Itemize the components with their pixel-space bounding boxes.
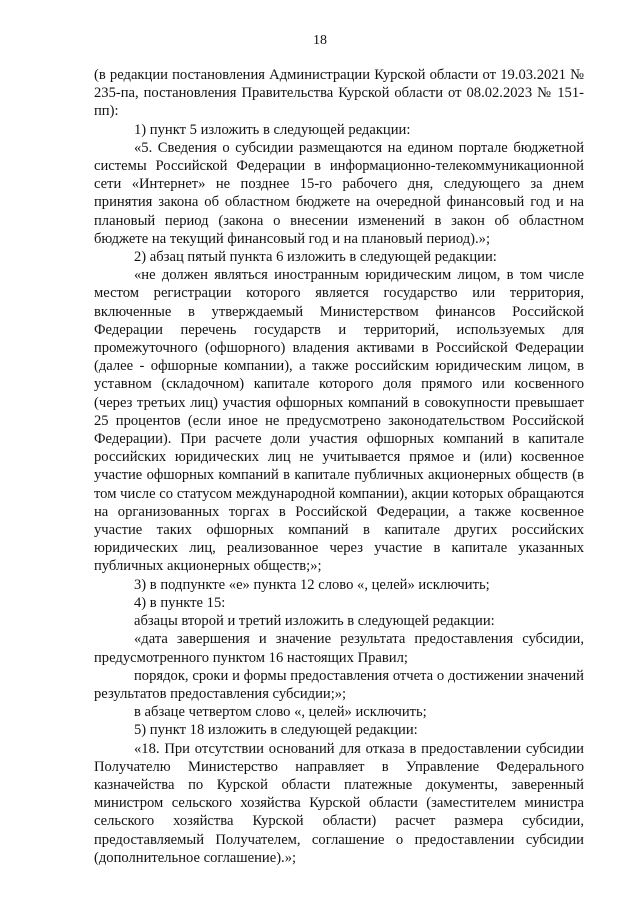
paragraph: «18. При отсутствии оснований для отказа в предоставлении субсидии Получателю Министерство направляет в Управление Федерального казначейства по Курской области платежные документы, заверенный министром сельского хозяйства Курской области (заместителем министра сельского хозяйства Курской области) расчет размера субсидии, предоставляемый Получателем, соглашение о предоставлении субсидии (дополнительное соглашение).»; (94, 740, 584, 866)
paragraph: «не должен являться иностранным юридическим лицом, в том числе местом регистрации которого является государство или территория, включенные в утверждаемый Министерством финансов Российской Федерации перечень государств и территорий, используемых для промежуточного (офшорного) владения активами в Российской Федерации (далее - офшорные компании), а также российским юридическим лицом, в уставном (складочном) капитале которого доля прямого или косвенного (через третьих лиц) участия офшорных компаний в совокупности превышает 25 процентов (если иное не предусмотрено законодательством Российской Федерации). При расчете доли участия офшорных компаний в капитале российских юридических лиц не учитывается прямое и (или) косвенное участие офшорных компаний в капитале публичных акционерных обществ (в том числе со статусом международной компании), акции которых обращаются на организованных торгах в Российской Федерации, а также косвенное участие таких офшорных компаний в капитале других российских юридических лиц, реализованное через участие в капитале указанных публичных акционерных обществ;»; (94, 267, 584, 575)
paragraph: (в редакции постановления Администрации Курской области от 19.03.2021 № 235-па, постановления Правительства Курской области от 08.02.2023 № 151-пп): (94, 67, 584, 120)
document-body (94, 66, 584, 867)
paragraph: 3) в подпункте «е» пункта 12 слово «, целей» исключить; (134, 576, 490, 593)
paragraph: 1) пункт 5 изложить в следующей редакции: (134, 121, 411, 138)
paragraph: «5. Сведения о субсидии размещаются на едином портале бюджетной системы Российской Федерации в информационно-телекоммуникационной сети «Интернет» не позднее 15-го рабочего дня, следующего за днем принятия закона об областном бюджете на очередной финансовый год и на плановый период (закона о внесении изменений в закон об областном бюджете на текущий финансовый год и на плановый период).»; (94, 139, 584, 247)
page-number: 18 (313, 33, 327, 48)
paragraph: порядок, сроки и формы предоставления отчета о достижении значений результатов предоставления субсидии;»; (94, 667, 584, 702)
paragraph: 5) пункт 18 изложить в следующей редакции: (134, 722, 418, 739)
paragraph: 4) в пункте 15: (134, 594, 226, 611)
paragraph: абзацы второй и третий изложить в следующей редакции: (134, 613, 495, 630)
paragraph: 2) абзац пятый пункта 6 изложить в следующей редакции: (134, 249, 497, 266)
paragraph: в абзаце четвертом слово «, целей» исключить; (134, 704, 427, 721)
paragraph: «дата завершения и значение результата предоставления субсидии, предусмотренного пунктом 16 настоящих Правил; (94, 631, 584, 666)
